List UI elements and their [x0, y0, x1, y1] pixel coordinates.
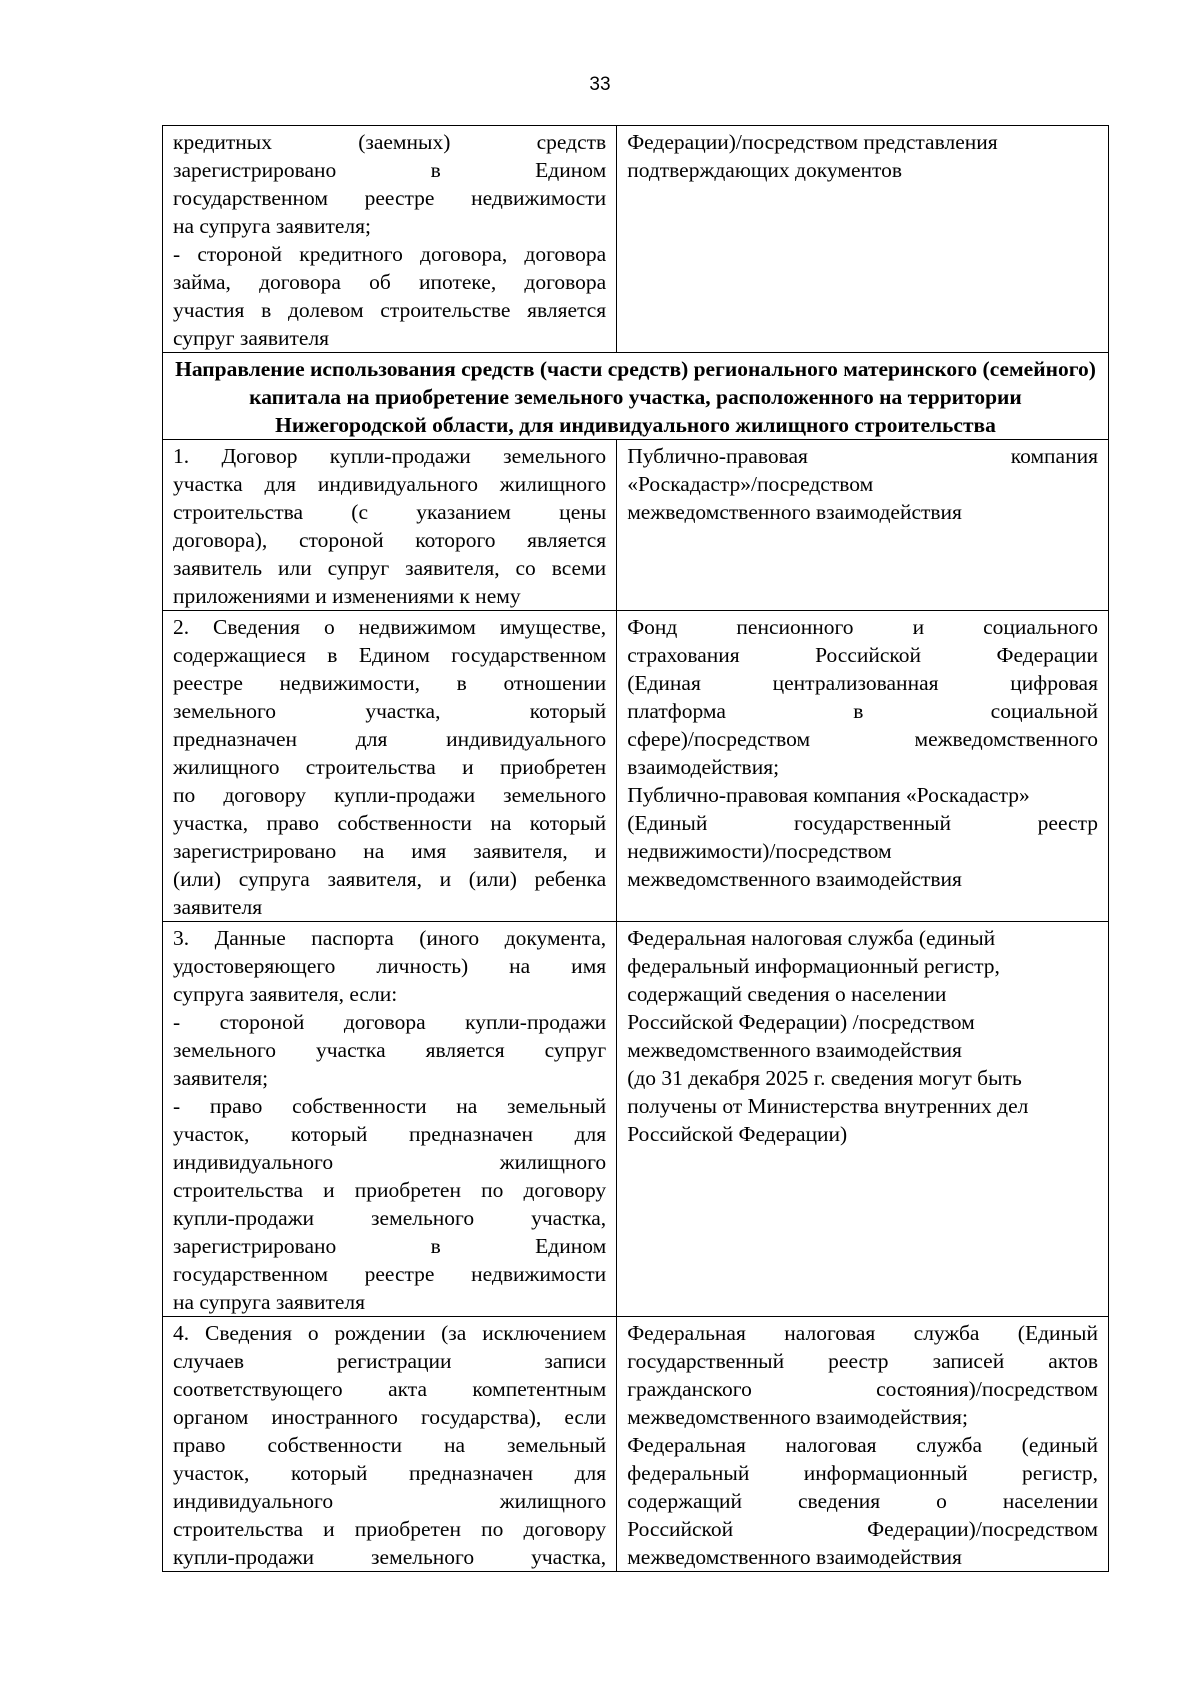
cell-line: 2. Сведения о недвижимом имуществе,	[173, 615, 607, 639]
table-cell-source	[617, 1317, 1109, 1572]
cell-line: супруг заявителя	[173, 326, 330, 350]
cell-line: Российской Федерации)/посредством	[627, 1517, 1098, 1541]
cell-line: получены от Министерства внутренних дел	[627, 1094, 1029, 1118]
cell-line: займа, договора об ипотеке, договора	[173, 270, 607, 294]
cell-line: договора), стороной которого является	[173, 528, 607, 552]
cell-line: Федеральная налоговая служба (единый	[627, 926, 996, 950]
cell-line: случаев регистрации записи	[173, 1349, 607, 1373]
cell-line: земельного участка, который	[173, 699, 607, 723]
table-cell-document	[163, 440, 617, 611]
cell-line: Российской Федерации)	[627, 1122, 848, 1146]
table-row	[163, 611, 1109, 922]
cell-line: участия в долевом строительстве является	[173, 298, 607, 322]
cell-line: удостоверяющего личность) на имя	[173, 954, 607, 978]
cell-line: - стороной кредитного договора, договора	[173, 242, 607, 266]
cell-line: Фонд пенсионного и социального	[627, 615, 1098, 639]
table-row	[163, 440, 1109, 611]
cell-line: (Единый государственный реестр	[627, 811, 1098, 835]
table-row	[163, 922, 1109, 1317]
cell-line: Федерации)/посредством представления	[627, 130, 998, 154]
cell-line: (или) супруга заявителя, и (или) ребенка	[173, 867, 607, 891]
cell-line: федеральный информационный регистр,	[627, 954, 1000, 978]
cell-line: государственном реестре недвижимости	[173, 186, 607, 210]
cell-line: участок, который предназначен для	[173, 1461, 607, 1485]
table-cell-source	[617, 611, 1109, 922]
cell-line: соответствующего акта компетентным	[173, 1377, 607, 1401]
cell-line: право собственности на земельный	[173, 1433, 607, 1457]
cell-line: предназначен для индивидуального	[173, 727, 607, 751]
cell-line: федеральный информационный регистр,	[627, 1461, 1098, 1485]
cell-line: Публично-правовая компания «Роскадастр»	[627, 783, 1030, 807]
requirements-table	[162, 125, 1109, 1572]
cell-line: (до 31 декабря 2025 г. сведения могут быть	[627, 1066, 1022, 1090]
cell-line: жилищного строительства и приобретен	[173, 755, 607, 779]
cell-line: органом иностранного государства), если	[173, 1405, 607, 1429]
cell-line: купли-продажи земельного участка,	[173, 1206, 607, 1230]
cell-line: зарегистрировано в Едином	[173, 158, 607, 182]
cell-line: межведомственного взаимодействия	[627, 1545, 962, 1569]
cell-line: на супруга заявителя	[173, 1290, 366, 1314]
cell-line: строительства и приобретен по договору	[173, 1517, 607, 1541]
cell-line: 1. Договор купли-продажи земельного	[173, 444, 607, 468]
cell-line: межведомственного взаимодействия	[627, 867, 962, 891]
cell-line: супруга заявителя, если:	[173, 982, 398, 1006]
cell-line: строительства (с указанием цены	[173, 500, 607, 524]
cell-line: недвижимости)/посредством	[627, 839, 892, 863]
cell-line: (Единая централизованная цифровая	[627, 671, 1098, 695]
cell-line: государственный реестр записей актов	[627, 1349, 1098, 1373]
table-cell-source	[617, 440, 1109, 611]
cell-line: подтверждающих документов	[627, 158, 903, 182]
cell-line: сфере)/посредством межведомственного	[627, 727, 1098, 751]
cell-line: Российской Федерации) /посредством	[627, 1010, 975, 1034]
cell-line: кредитных (заемных) средств	[173, 130, 607, 154]
cell-line: межведомственного взаимодействия	[627, 1038, 962, 1062]
cell-line: содержащиеся в Едином государственном	[173, 643, 607, 667]
cell-line: Публично-правовая компания	[627, 444, 1098, 468]
cell-line: заявителя;	[173, 1066, 269, 1090]
cell-line: участок, который предназначен для	[173, 1122, 607, 1146]
cell-line: заявителя	[173, 895, 263, 919]
table-cell-document	[163, 1317, 617, 1572]
cell-line: содержащий сведения о населении	[627, 1489, 1098, 1513]
cell-line: содержащий сведения о населении	[627, 982, 947, 1006]
cell-line: по договору купли-продажи земельного	[173, 783, 607, 807]
section-heading: Направление использования средств (части средств) регионального материнского (семейного) капитала на приобретение земельного участка, расположенного на территории Нижегородской области, для индивидуального жилищного строительства	[163, 353, 1109, 440]
table-row	[163, 1317, 1109, 1572]
cell-line: купли-продажи земельного участка,	[173, 1545, 607, 1569]
table-cell-document	[163, 922, 617, 1317]
cell-line: страхования Российской Федерации	[627, 643, 1098, 667]
table-cell-source	[617, 922, 1109, 1317]
cell-line: индивидуального жилищного	[173, 1150, 607, 1174]
cell-line: заявитель или супруг заявителя, со всеми	[173, 556, 607, 580]
cell-line: участка для индивидуального жилищного	[173, 472, 607, 496]
table-row	[163, 126, 1109, 353]
section-heading-row	[163, 353, 1109, 440]
table-cell-source	[617, 126, 1109, 353]
table-cell-document	[163, 611, 617, 922]
cell-line: 4. Сведения о рождении (за исключением	[173, 1321, 607, 1345]
cell-line: межведомственного взаимодействия	[627, 500, 962, 524]
cell-line: государственном реестре недвижимости	[173, 1262, 607, 1286]
cell-line: на супруга заявителя;	[173, 214, 372, 238]
cell-line: гражданского состояния)/посредством	[627, 1377, 1098, 1401]
cell-line: взаимодействия;	[627, 755, 780, 779]
cell-line: строительства и приобретен по договору	[173, 1178, 607, 1202]
cell-line: платформа в социальной	[627, 699, 1098, 723]
cell-line: 3. Данные паспорта (иного документа,	[173, 926, 607, 950]
cell-line: - стороной договора купли-продажи	[173, 1010, 607, 1034]
cell-line: межведомственного взаимодействия;	[627, 1405, 968, 1429]
cell-line: участка, право собственности на который	[173, 811, 607, 835]
cell-line: Федеральная налоговая служба (Единый	[627, 1321, 1098, 1345]
page-number: 33	[589, 74, 611, 95]
cell-line: «Роскадастр»/посредством	[627, 472, 874, 496]
cell-line: - право собственности на земельный	[173, 1094, 607, 1118]
cell-line: Федеральная налоговая служба (единый	[627, 1433, 1098, 1457]
cell-line: реестре недвижимости, в отношении	[173, 671, 607, 695]
table-cell-document	[163, 126, 617, 353]
cell-line: зарегистрировано на имя заявителя, и	[173, 839, 607, 863]
cell-line: зарегистрировано в Едином	[173, 1234, 607, 1258]
cell-line: приложениями и изменениями к нему	[173, 584, 521, 608]
cell-line: индивидуального жилищного	[173, 1489, 607, 1513]
cell-line: земельного участка является супруг	[173, 1038, 607, 1062]
